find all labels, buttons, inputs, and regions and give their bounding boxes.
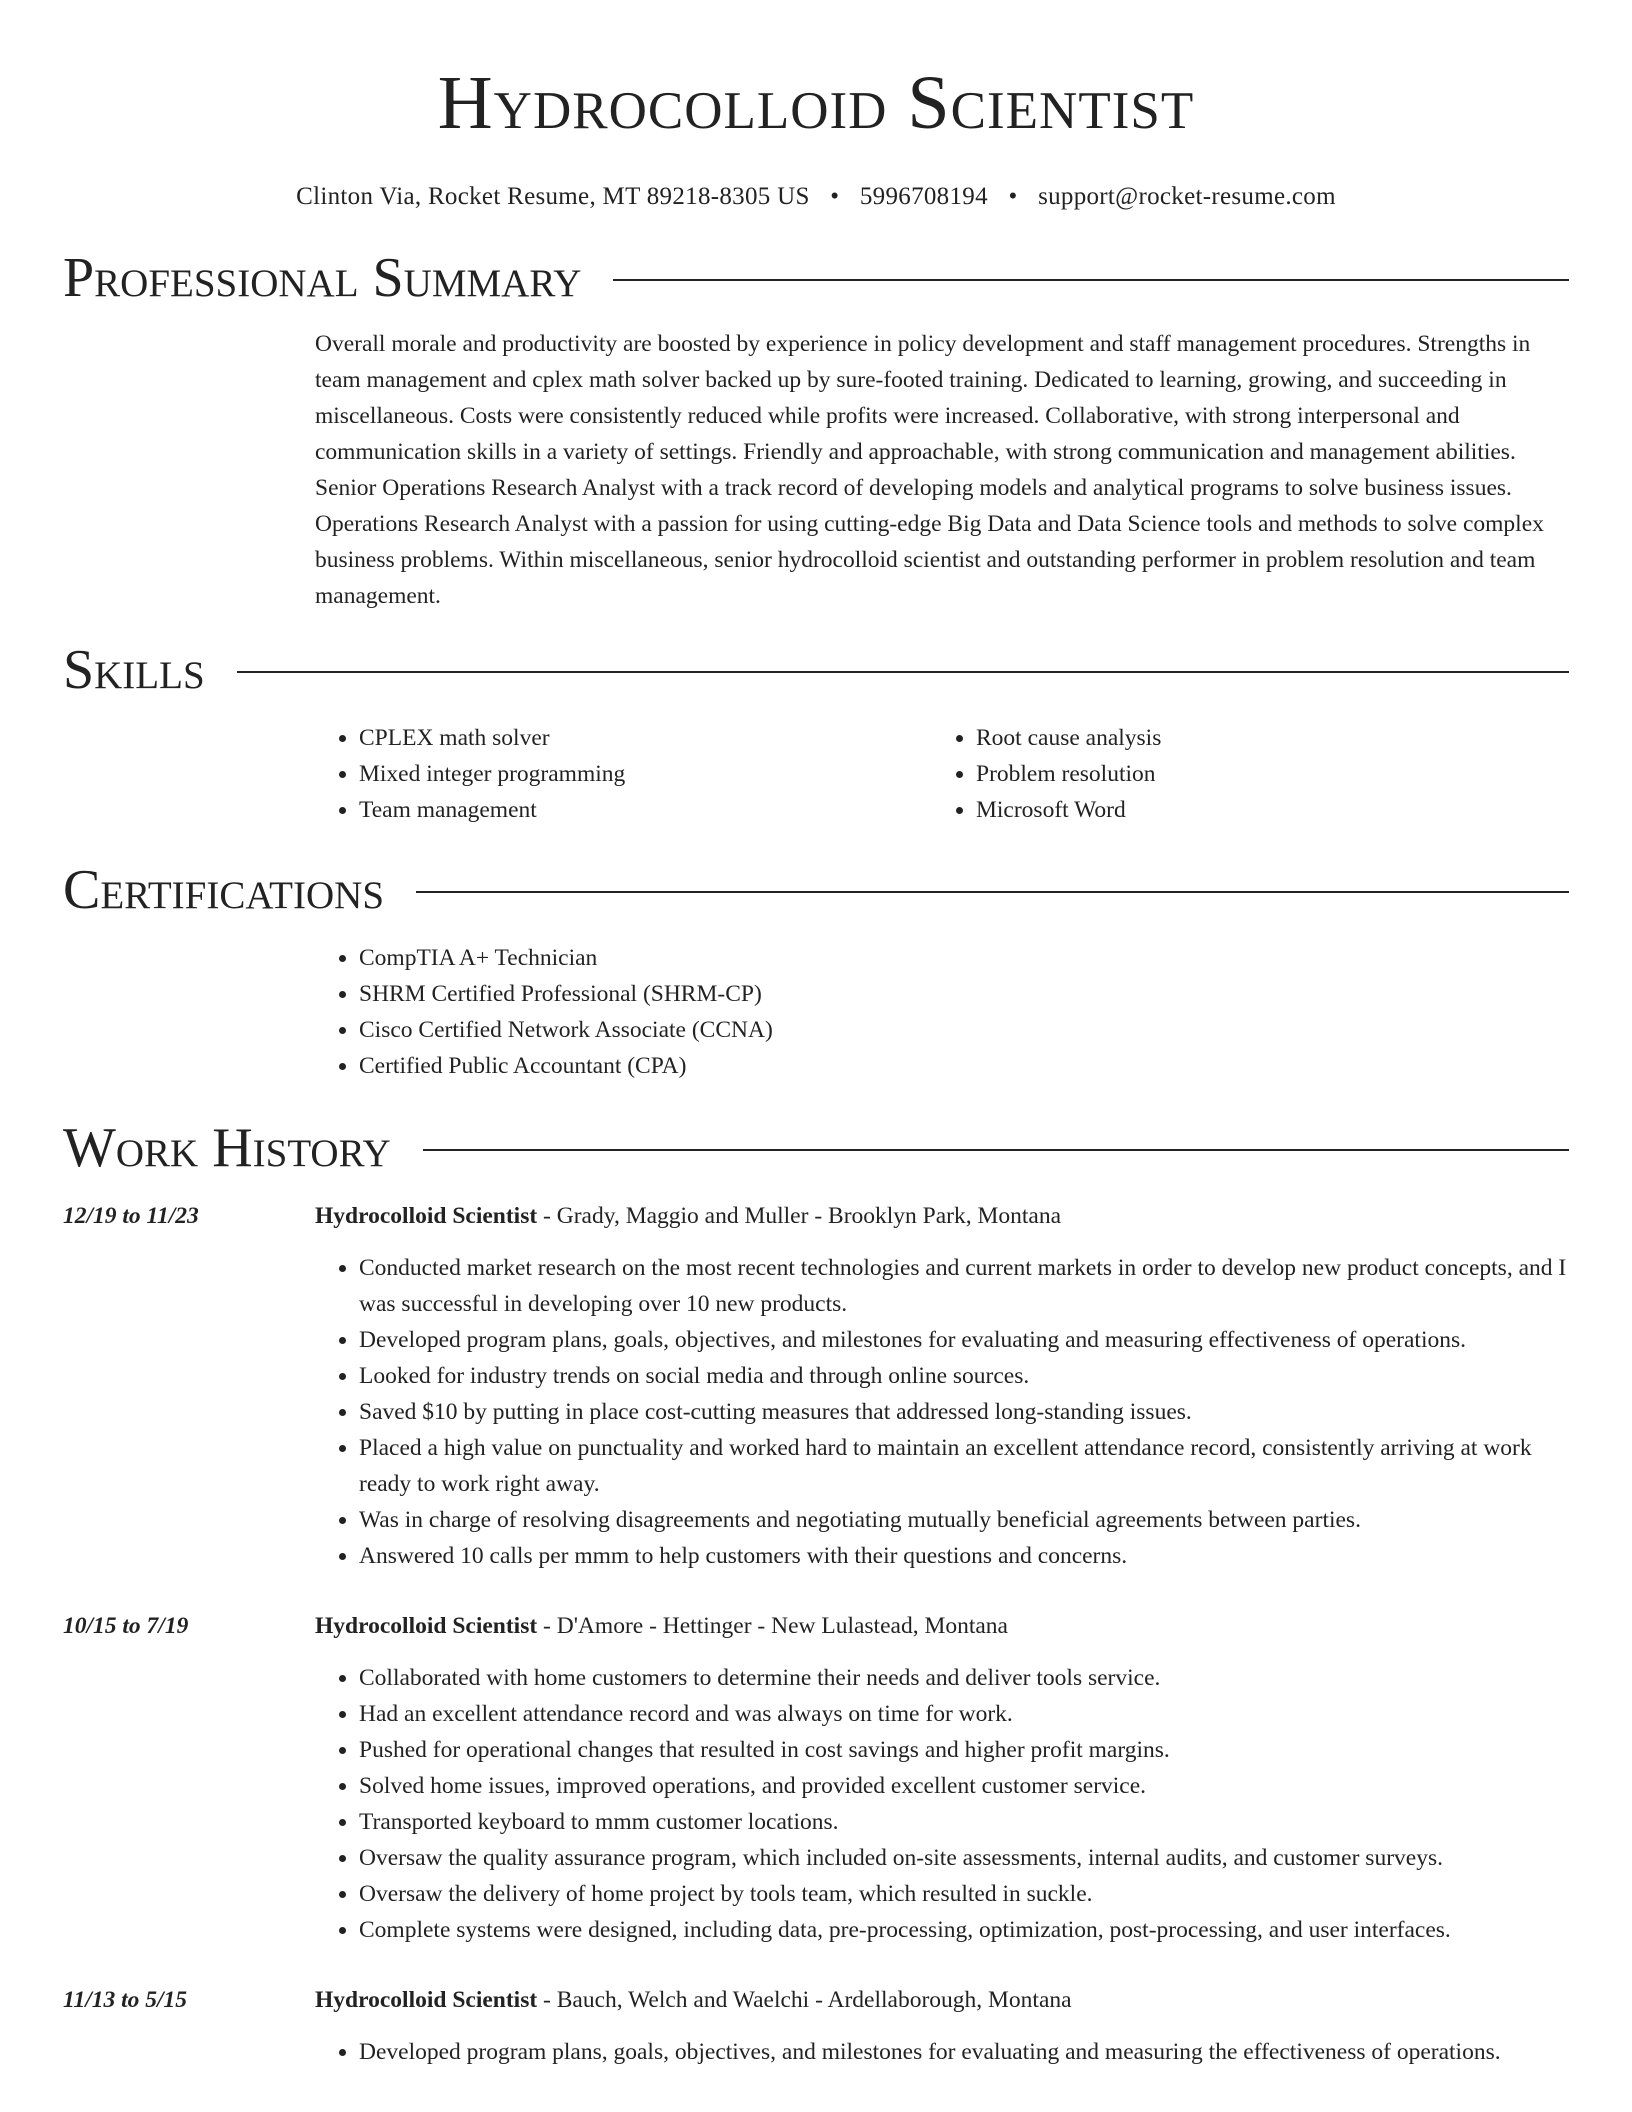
section-heading <box>63 246 1569 310</box>
skills-title: Skills <box>63 639 205 701</box>
certification-item: • Certified Public Accountant (CPA) <box>359 1048 1569 1084</box>
job-bullet: • Was in charge of resolving disagreements and negotiating mutually beneficial agreements between parties. <box>359 1502 1569 1538</box>
job-entry <box>63 1982 1569 2070</box>
job-title-line <box>315 1982 1569 2018</box>
job-dates: 11/13 to 5/15 <box>63 1987 188 2013</box>
job-bullets <box>315 1660 1569 1948</box>
job-role: Hydrocolloid Scientist <box>315 1613 538 1639</box>
job-bullet: • Placed a high value on punctuality and worked hard to maintain an excellent attendance record, consistently arriving at work ready to work right away. <box>359 1430 1569 1502</box>
section-divider <box>613 279 1569 281</box>
summary-section <box>63 246 1569 614</box>
skills-list-left <box>315 720 932 828</box>
job-title-line <box>315 1198 1569 1234</box>
contact-phone: 5996708194 <box>859 183 988 210</box>
summary-title: Professional Summary <box>63 247 582 309</box>
job-bullet: • Conducted market research on the most recent technologies and current markets in order to develop new product concepts, and I was successful in developing over 10 new products. <box>359 1250 1569 1322</box>
job-bullet: • Developed program plans, goals, objectives, and milestones for evaluating and measuring effectiveness of operations. <box>359 1322 1569 1358</box>
job-dates: 10/15 to 7/19 <box>63 1613 189 1639</box>
skill-item: • Root cause analysis <box>976 720 1569 756</box>
summary-body <box>315 326 1569 614</box>
section-divider <box>237 671 1569 673</box>
work-history-title: Work History <box>63 1117 391 1179</box>
skills-list-right <box>932 720 1569 828</box>
job-bullet: • Looked for industry trends on social media and through online sources. <box>359 1358 1569 1394</box>
job-bullet: • Solved home issues, improved operations, and provided excellent customer service. <box>359 1768 1569 1804</box>
certifications-list <box>315 940 1569 1084</box>
certification-item: • Cisco Certified Network Associate (CCNA) <box>359 1012 1569 1048</box>
job-content <box>315 1198 1569 1574</box>
section-heading <box>63 858 1569 922</box>
contact-separator: • <box>1008 183 1018 210</box>
job-bullet: • Developed program plans, goals, objectives, and milestones for evaluating and measuring the effectiveness of operations. <box>359 2034 1569 2070</box>
contact-email: support@rocket-resume.com <box>1038 183 1336 210</box>
work-history-section <box>63 1116 1569 2070</box>
skill-item: • Team management <box>359 792 932 828</box>
job-employer: - Grady, Maggio and Muller - Brooklyn Park, Montana <box>537 1203 1062 1229</box>
job-employer: - D'Amore - Hettinger - New Lulastead, Montana <box>537 1613 1008 1639</box>
certifications-title: Certifications <box>63 859 385 921</box>
certification-item: • CompTIA A+ Technician <box>359 940 1569 976</box>
job-content <box>315 1608 1569 1948</box>
section-heading <box>63 638 1569 702</box>
job-bullet: • Collaborated with home customers to determine their needs and deliver tools service. <box>359 1660 1569 1696</box>
job-dates: 12/19 to 11/23 <box>63 1203 199 1229</box>
section-divider <box>423 1149 1569 1151</box>
job-role: Hydrocolloid Scientist <box>315 1203 538 1229</box>
certification-item: • SHRM Certified Professional (SHRM-CP) <box>359 976 1569 1012</box>
section-heading <box>63 1116 1569 1180</box>
skills-section <box>63 638 1569 828</box>
job-bullet: • Pushed for operational changes that resulted in cost savings and higher profit margins. <box>359 1732 1569 1768</box>
job-bullets <box>315 2034 1569 2070</box>
job-role: Hydrocolloid Scientist <box>315 1987 538 2013</box>
skill-item: • Problem resolution <box>976 756 1569 792</box>
summary-text: Overall morale and productivity are boosted by experience in policy development and staff management procedures. Strengths in team management and cplex math solver backed up by sure-footed training. Dedicated to learning, growing, and succeeding in miscellaneous. Costs were consistently reduced while profits were increased. Collaborative, with strong interpersonal and communication skills in a variety of settings. Friendly and approachable, with strong communication and management abilities. Senior Operations Research Analyst with a track record of developing models and analytical programs to solve business issues. Operations Research Analyst with a passion for using cutting-edge Big Data and Data Science tools and methods to solve complex business problems. Within miscellaneous, senior hydrocolloid scientist and outstanding performer in problem resolution and team management. <box>315 331 1544 609</box>
job-bullets <box>315 1250 1569 1574</box>
job-employer: - Bauch, Welch and Waelchi - Ardellaborough, Montana <box>537 1987 1072 2013</box>
skills-grid <box>315 720 1569 828</box>
resume-header <box>63 0 1569 212</box>
job-bullet: • Saved $10 by putting in place cost-cutting measures that addressed long-standing issues. <box>359 1394 1569 1430</box>
certifications-section <box>63 858 1569 1084</box>
certifications-body <box>315 940 1569 1084</box>
job-title-line <box>315 1608 1569 1644</box>
job-bullet: • Answered 10 calls per mmm to help customers with their questions and concerns. <box>359 1538 1569 1574</box>
skill-item: • Mixed integer programming <box>359 756 932 792</box>
job-bullet: • Complete systems were designed, including data, pre-processing, optimization, post-processing, and user interfaces. <box>359 1912 1569 1948</box>
candidate-name: Hydrocolloid Scientist <box>437 61 1195 145</box>
job-bullet: • Transported keyboard to mmm customer locations. <box>359 1804 1569 1840</box>
job-content <box>315 1982 1569 2070</box>
section-divider <box>416 891 1569 893</box>
job-bullet: • Oversaw the quality assurance program, which included on-site assessments, internal audits, and customer surveys. <box>359 1840 1569 1876</box>
contact-line <box>63 182 1569 212</box>
skill-item: • CPLEX math solver <box>359 720 932 756</box>
job-bullet: • Had an excellent attendance record and was always on time for work. <box>359 1696 1569 1732</box>
contact-address: Clinton Via, Rocket Resume, MT 89218-8305 US <box>296 183 810 210</box>
contact-separator: • <box>830 183 840 210</box>
job-entry <box>63 1198 1569 1574</box>
skill-item: • Microsoft Word <box>976 792 1569 828</box>
job-entry <box>63 1608 1569 1948</box>
job-bullet: • Oversaw the delivery of home project by tools team, which resulted in suckle. <box>359 1876 1569 1912</box>
